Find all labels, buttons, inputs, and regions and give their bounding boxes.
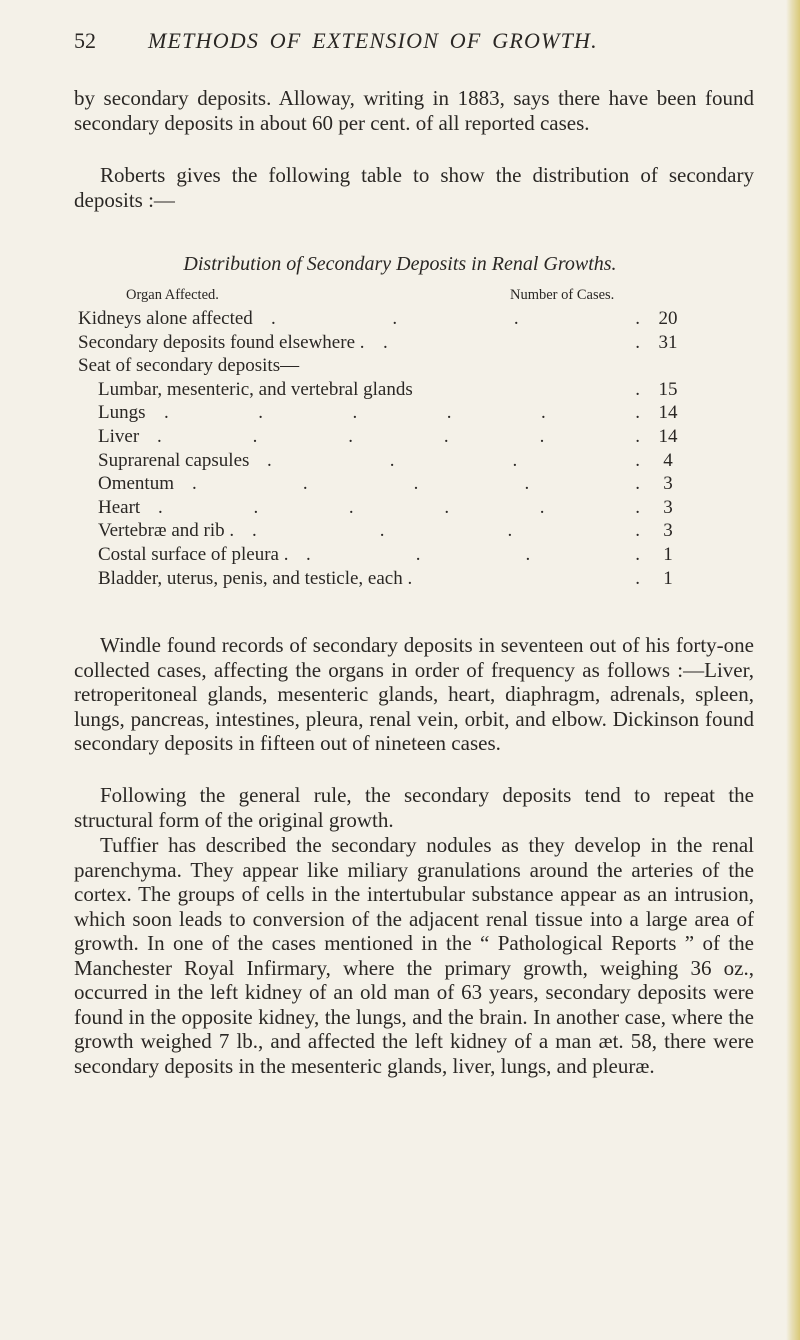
table-row <box>98 425 688 449</box>
table-row <box>78 331 688 355</box>
table-row-label: Secondary deposits found elsewhere . <box>78 331 365 353</box>
table-row-label: Bladder, uterus, penis, and testicle, each . <box>98 567 413 589</box>
table-row-label: Omentum <box>98 473 174 495</box>
table-row-label: Lumbar, mesenteric, and vertebral glands <box>98 378 413 400</box>
table-row-label: Heart <box>98 496 141 518</box>
table-row-leader: . . . . . <box>192 473 640 495</box>
table-row <box>98 449 688 473</box>
table-row-count: 3 <box>663 520 673 542</box>
table-row <box>98 496 688 520</box>
table-row-label: Liver <box>98 426 140 447</box>
table-row <box>98 472 688 496</box>
running-title: METHODS OF EXTENSION OF GROWTH. <box>148 28 598 53</box>
table-row-count: 3 <box>663 473 673 495</box>
page-number: 52 <box>74 28 96 53</box>
table-row-leader: . . <box>383 331 640 353</box>
table-row-leader: . . . . . . <box>157 426 640 447</box>
table-row-label: Kidneys alone affected <box>78 308 253 329</box>
table-row <box>98 378 688 402</box>
column-header-organ: Organ Affected. <box>126 287 219 303</box>
column-header-cases: Number of Cases. <box>510 287 615 303</box>
paragraph-3: Windle found records of secondary deposits in seventeen out of his forty-one collected cases, affecting the organs in order of frequency as follows :—Liver, retroperitoneal glands, mesenteric glands, heart, diaphragm, adrenals, spleen, lungs, pancreas, intestines, pleura, renal vein, orbit, and elbow. Dickinson found secondary deposits in fifteen out of nineteen cases. <box>74 633 754 755</box>
table-row-count: 20 <box>658 308 678 329</box>
table-row <box>98 543 688 567</box>
table-row-count: 15 <box>658 378 678 400</box>
table-row-count: 14 <box>658 402 678 424</box>
table-row-leader: . . . . . . <box>164 402 640 424</box>
table-row-count: 31 <box>658 331 678 353</box>
table-row-leader: . <box>635 567 640 589</box>
page-edge <box>786 0 800 1340</box>
table-row-count: 1 <box>663 544 673 565</box>
table-row-leader: . . . . . . <box>158 496 640 518</box>
table-row-label: Costal surface of pleura . <box>98 544 289 565</box>
table-row-count: 3 <box>663 496 673 518</box>
paragraph-2: Roberts gives the following table to show the distribution of secondary deposits :— <box>74 163 754 212</box>
page-header <box>74 20 754 60</box>
table-row-label: Seat of secondary deposits— <box>78 355 300 377</box>
table-row-count: 14 <box>658 426 678 447</box>
table-row-leader: . . . . <box>252 520 640 542</box>
paragraph-1: by secondary deposits. Alloway, writing in 1883, says there have been found secondary deposits in about 60 per cent. of all reported cases. <box>74 86 754 135</box>
table-row-leader: . . . . <box>267 449 640 471</box>
table-row-leader: . . . . <box>306 544 640 565</box>
table-row-leader: . <box>635 378 640 400</box>
table-row-label: Suprarenal capsules <box>98 449 250 471</box>
table-row-count: 1 <box>663 567 673 589</box>
table-row-label: Vertebræ and rib . <box>98 520 235 542</box>
table-row <box>78 307 688 331</box>
table-row-leader: . . . . <box>271 308 640 329</box>
paragraph-5: Tuffier has described the secondary nodules as they develop in the renal parenchyma. They appear like miliary granulations around the arteries of the cortex. The groups of cells in the intertubular substance appear as an intrusion, which soon leads to conversion of the adjacent renal tissue into a large area of growth. In one of the cases mentioned in the “ Pathological Reports ” of the Manchester Royal Infirmary, where the primary growth, weighing 36 oz., occurred in the left kidney of an old man of 63 years, secondary deposits were found in the opposite kidney, the lungs, and the brain. In another case, where the growth weighed 7 lb., and affected the left kidney of a man æt. 58, there were secondary deposits in the mesenteric glands, liver, lungs, and pleuræ. <box>74 833 754 1078</box>
table-row-count: 4 <box>663 449 673 471</box>
table-row <box>98 519 688 543</box>
paragraph-4: Following the general rule, the secondary deposits tend to repeat the structural form of the original growth. <box>74 783 754 832</box>
table-row <box>98 567 688 591</box>
table-row <box>98 401 688 425</box>
table-row-label: Lungs <box>98 402 146 424</box>
table-title: Distribution of Secondary Deposits in Renal Growths. <box>183 253 617 275</box>
table-row <box>78 354 688 378</box>
